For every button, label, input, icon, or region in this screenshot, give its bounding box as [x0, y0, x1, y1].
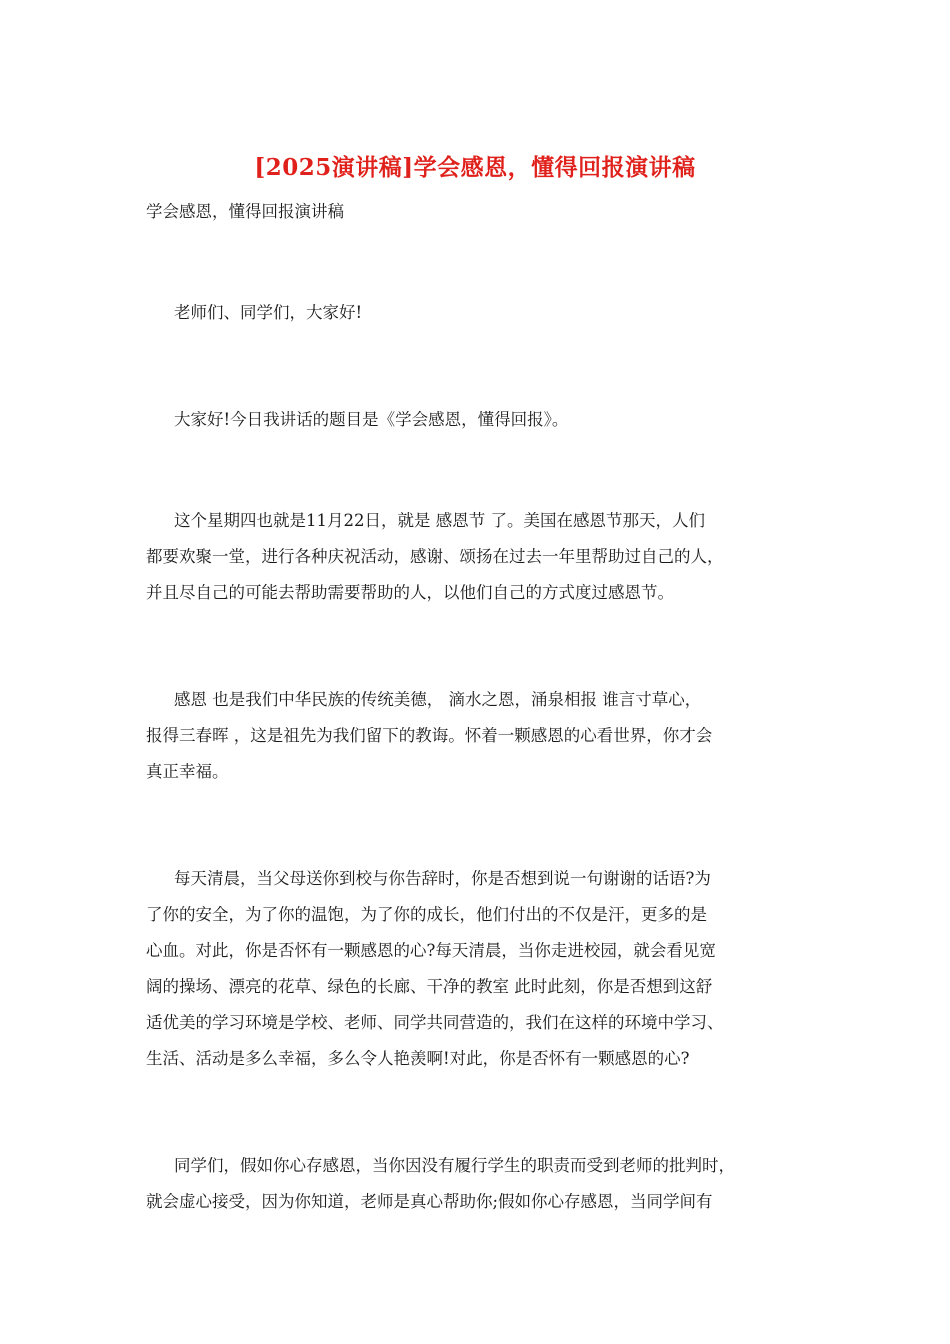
paragraph-line: 适优美的学习环境是学校、老师、同学共同营造的，我们在这样的环境中学习、	[146, 1013, 724, 1032]
paragraph-line: 真正幸福。	[146, 762, 229, 781]
document-title: [2025演讲稿]学会感恩，懂得回报演讲稿	[254, 154, 696, 181]
paragraph-tradition	[146, 682, 712, 790]
paragraph-morning	[146, 861, 724, 1077]
document-subtitle: 学会感恩，懂得回报演讲稿	[146, 202, 344, 221]
paragraph-greeting	[146, 295, 362, 331]
paragraph-line: 心血。对此，你是否怀有一颗感恩的心?每天清晨，当你走进校园，就会看见宽	[146, 941, 716, 960]
paragraph-line: 报得三春晖 ，这是祖先为我们留下的教诲。怀着一颗感恩的心看世界，你才会	[146, 726, 713, 745]
paragraph-topic	[146, 402, 568, 438]
paragraph-line: 并且尽自己的可能去帮助需要帮助的人，以他们自己的方式度过感恩节。	[146, 583, 674, 602]
paragraph-students	[146, 1148, 735, 1220]
paragraph-line: 生活、活动是多么幸福，多么令人艳羡啊!对此，你是否怀有一颗感恩的心?	[146, 1049, 690, 1068]
paragraph-thanksgiving	[146, 503, 724, 611]
paragraph-line: 阔的操场、漂亮的花草、绿色的长廊、干净的教室 此时此刻，你是否想到这舒	[146, 977, 713, 996]
paragraph-line: 感恩 也是我们中华民族的传统美德， 滴水之恩，涌泉相报 谁言寸草心，	[174, 690, 702, 709]
paragraph-line: 每天清晨，当父母送你到校与你告辞时，你是否想到说一句谢谢的话语?为	[174, 869, 711, 888]
paragraph-line: 老师们、同学们，大家好!	[174, 303, 363, 322]
paragraph-line: 同学们，假如你心存感恩，当你因没有履行学生的职责而受到老师的批判时，	[174, 1156, 735, 1175]
paragraph-line: 大家好!今日我讲话的题目是《学会感恩，懂得回报》。	[174, 410, 569, 429]
paragraph-line: 这个星期四也就是11月22日，就是 感恩节 了。美国在感恩节那天，人们	[174, 511, 705, 530]
paragraph-line: 了你的安全，为了你的温饱，为了你的成长，他们付出的不仅是汗，更多的是	[146, 905, 707, 924]
paragraph-line: 就会虚心接受，因为你知道，老师是真心帮助你;假如你心存感恩，当同学间有	[146, 1192, 713, 1211]
paragraph-line: 都要欢聚一堂，进行各种庆祝活动，感谢、颂扬在过去一年里帮助过自己的人，	[146, 547, 724, 566]
